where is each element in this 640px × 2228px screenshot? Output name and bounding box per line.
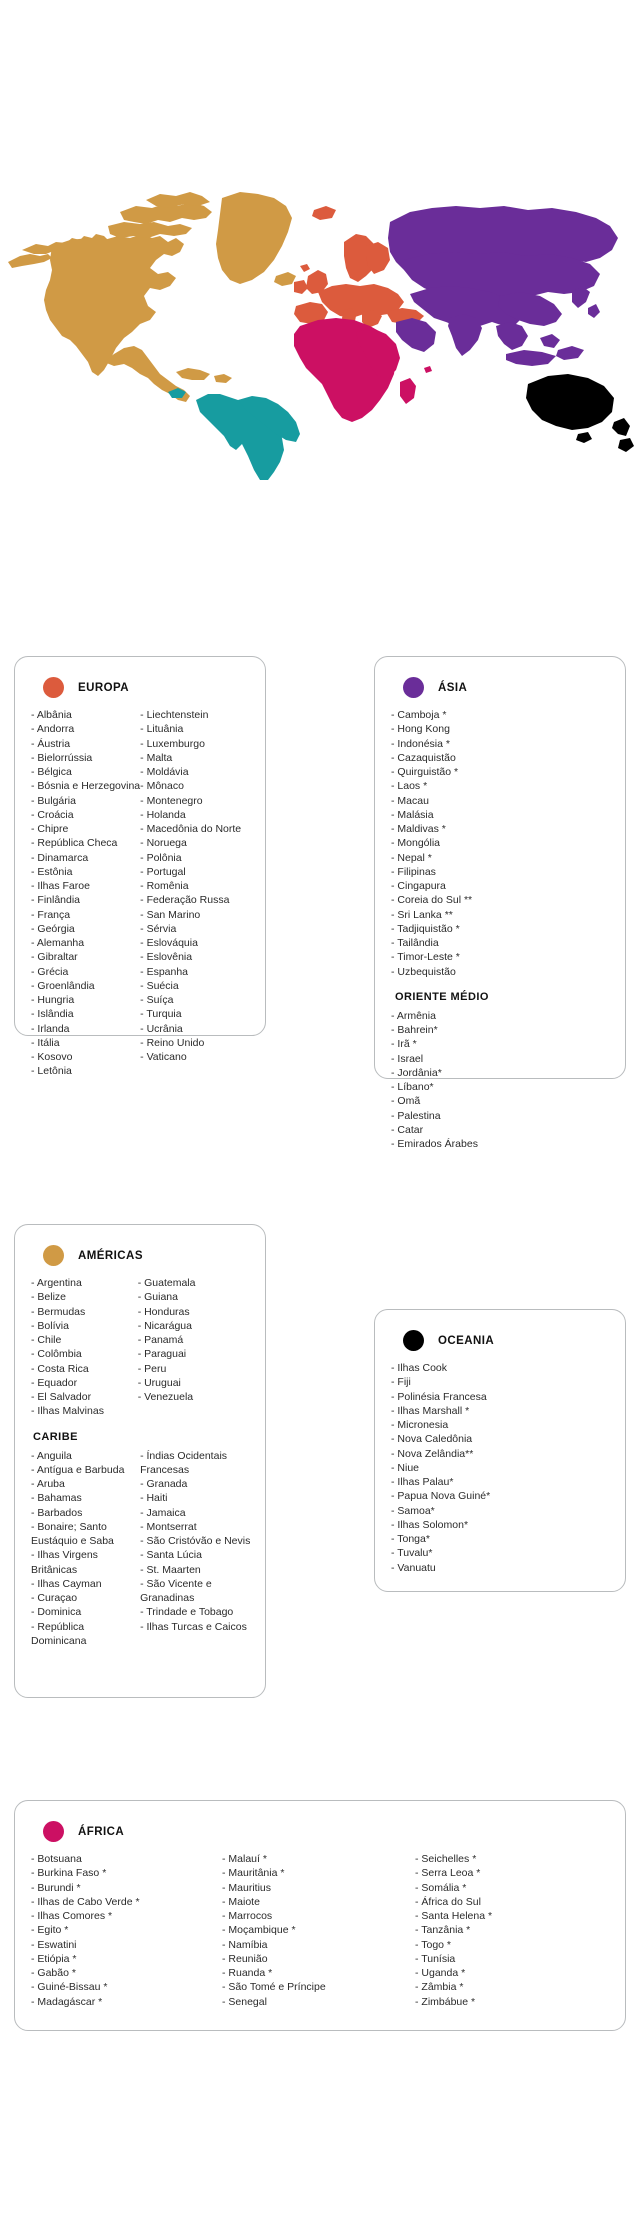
list-item: - República Checa [31,837,118,850]
panel-americas-header [43,1245,251,1266]
panel-oceania-header [403,1330,611,1351]
list-item: - Indonésia * [391,737,450,750]
panel-africa-title: ÁFRICA [78,1825,125,1838]
panel-africa-header [43,1821,611,1842]
list-item: - Mônaco [140,780,184,793]
list-item: - Barbados [31,1506,83,1519]
list-item: - Trindade e Tobago [140,1606,234,1619]
list-item: - Israel [391,1052,424,1065]
list-item: - Jordânia* [391,1066,442,1079]
list-item: - Montenegro [140,794,203,807]
list-item: - Finlândia [31,894,81,907]
oceania-column-1 [389,1361,604,1575]
list-item: - Polônia [140,851,182,864]
americas-column-2 [138,1276,251,1404]
list-item: - Catar [391,1123,424,1136]
panel-europa [14,656,266,1078]
panel-asia [374,656,626,1150]
list-item: - Mauritânia * [222,1867,285,1880]
list-item: - Vaticano [140,1051,187,1063]
list-item: - Cingapura [391,880,446,892]
list-item: - Ilhas Turcas e Caicos [140,1620,247,1633]
subsection-oriente-medio-title: ORIENTE MÉDIO [395,990,489,1003]
map-region-asia [388,206,618,366]
list-item: - Bolívia [31,1319,69,1332]
list-item: - Tuvalu* [391,1547,433,1560]
list-item: - Macau [391,794,429,807]
list-item: - Cazaquistão [391,751,456,764]
list-item: - Moçambique * [222,1924,296,1937]
oceania-color-dot [403,1330,424,1351]
list-item: - Nova Zelândia** [391,1447,474,1460]
list-item: - Santa Helena * [415,1910,493,1922]
panel-asia-title: ÁSIA [438,681,468,694]
list-item: - Palestina [391,1109,441,1122]
list-item: - Ilhas Comores * [31,1910,113,1922]
list-item: - Espanha [140,965,189,978]
list-item: - Uruguai [137,1376,181,1389]
panel-europa-columns [29,708,251,1079]
list-item: - Bósnia e Herzegovina [31,780,141,793]
list-item: - Malta [140,751,173,764]
list-item: - Alemanha [31,937,85,949]
europa-column-2 [140,708,251,1064]
africa-color-dot [43,1821,64,1842]
list-item: - San Marino [140,908,201,921]
list-item: - Gabão * [31,1967,76,1979]
africa-column-2 [222,1852,415,2009]
list-item: - Tanzânia * [415,1924,471,1937]
list-item: - São Tomé e Príncipe [222,1981,326,1994]
panel-oceania-columns [389,1361,611,1575]
list-item: - El Salvador [31,1391,92,1403]
list-item: - Marrocos [222,1910,273,1922]
list-item: - Ilhas Palau* [391,1476,454,1488]
list-item: - Dominica [31,1606,82,1619]
list-item: - Aruba [31,1478,65,1490]
list-item: - Hong Kong [391,723,450,736]
subsection-caribe-title: CARIBE [33,1430,78,1443]
list-item: - Peru [137,1362,167,1375]
list-item: - São Vicente e Granadinas [140,1577,212,1604]
list-item: - Holanda [140,808,186,821]
map-region-americas [8,192,296,402]
list-item: - Bermudas [31,1305,86,1318]
list-item: - Serra Leoa * [415,1867,481,1880]
list-item: - Santa Lúcia [140,1549,202,1562]
list-item: - Uganda * [415,1967,466,1979]
list-item: - Botsuana [31,1853,82,1865]
list-item: - Eslováquia [140,937,198,949]
list-item: - Laos * [391,780,428,793]
list-item: - Eslovênia [140,951,193,964]
list-item: - Bulgária [31,794,76,807]
list-item: - Chile [31,1334,62,1346]
list-item: - Mauritius [222,1881,272,1894]
list-item: - Timor-Leste * [391,951,460,964]
list-item: - Bonaire; Santo Eustáquio e Saba [31,1520,114,1547]
list-item: - África do Sul [415,1895,481,1908]
list-item: - Namíbia [222,1938,268,1951]
list-item: - Zimbábue * [415,1995,476,2008]
list-item: - Argentina [31,1277,82,1289]
list-item: - Kosovo [31,1051,73,1063]
panel-americas-title: AMÉRICAS [78,1249,143,1262]
world-map-svg [0,150,640,480]
list-item: - Sérvia [140,922,177,935]
list-item: - Hungria [31,994,75,1006]
europa-column-1 [29,708,140,1079]
list-item: - Eswatini [31,1938,77,1951]
list-item: - Itália [31,1036,60,1049]
list-item: - Costa Rica [31,1362,89,1375]
panel-europa-header [43,677,251,698]
list-item: - Armênia [391,1009,436,1022]
list-item: - Macedônia do Norte [140,823,242,835]
list-item: - Madagáscar * [31,1995,103,2008]
list-item: - Letônia [31,1065,72,1078]
list-item: - Panamá [137,1334,184,1346]
list-item: - Andorra [31,723,75,736]
list-item: - Ilhas Malvinas [31,1405,104,1418]
list-item: - Nicarágua [137,1319,192,1332]
panel-africa-columns [29,1852,611,2009]
list-item: - França [31,908,71,921]
panel-asia-columns [389,708,611,1151]
list-item: - Ilhas Marshall * [391,1404,470,1417]
list-item: - Venezuela [137,1391,194,1403]
list-item: - Granada [140,1478,188,1490]
list-item: - Lituânia [140,723,184,736]
list-item: - Suécia [140,979,179,992]
list-item: - Mongólia [391,837,441,850]
list-item: - Irã * [391,1038,417,1051]
list-item: - Equador [31,1376,78,1389]
list-item: - Guiné-Bissau * [31,1981,108,1994]
list-item: - Senegal [222,1995,267,2008]
list-item: - Jamaica [140,1506,186,1519]
list-item: - Polinésia Francesa [391,1390,487,1403]
asia-color-dot [403,677,424,698]
list-item: - Albânia [31,709,72,721]
africa-column-1 [29,1852,222,2009]
europa-color-dot [43,677,64,698]
list-item: - Turquia [140,1008,182,1021]
list-item: - Uzbequistão [391,965,456,978]
list-item: - Belize [31,1291,67,1304]
list-item: - Moldávia [140,766,189,778]
list-item: - Maiote [222,1895,260,1908]
list-item: - Ilhas Cook [391,1362,448,1374]
list-item: - Áustria [31,737,71,750]
list-item: - Niue [391,1461,420,1474]
list-item: - Burundi * [31,1881,81,1894]
list-item: - Bahrein* [391,1024,438,1036]
list-item: - Irlanda [31,1022,70,1035]
list-item: - Noruega [140,837,187,850]
list-item: - St. Maarten [140,1563,201,1576]
map-region-south-america [168,388,300,480]
list-item: - Ilhas de Cabo Verde * [31,1895,140,1908]
list-item: - Romênia [140,880,189,892]
list-item: - Ilhas Cayman [31,1577,102,1590]
list-item: - Coreia do Sul ** [391,894,473,907]
panel-americas [14,1224,266,1698]
americas-column-1 [29,1276,138,1419]
map-region-oceania [526,374,634,452]
list-item: - Nova Caledônia [391,1433,473,1446]
world-map [0,150,640,480]
list-item: - Bélgica [31,766,72,778]
list-item: - Burkina Faso * [31,1867,107,1880]
list-item: - Ilhas Faroe [31,880,90,892]
list-item: - Seichelles * [415,1853,477,1865]
panel-europa-title: EUROPA [78,681,130,694]
list-item: - República Dominicana [31,1620,87,1647]
list-item: - Liechtenstein [140,709,209,721]
list-item: - Quirguistão * [391,766,459,778]
list-item: - Malauí * [222,1853,267,1865]
list-item: - Nepal * [391,851,432,864]
list-item: - Montserrat [140,1520,197,1533]
list-item: - Dinamarca [31,851,89,864]
panel-oceania-title: OCEANIA [438,1334,495,1347]
list-item: - Luxemburgo [140,737,205,750]
list-item: - Micronesia [391,1419,449,1431]
list-item: - Filipinas [391,865,436,878]
list-item: - Tadjiquistão * [391,922,460,935]
list-item: - Estônia [31,865,73,878]
asia-column-1 [389,708,604,1151]
list-item: - Grécia [31,965,69,978]
list-item: - Haiti [140,1492,168,1505]
panel-caribe-columns [29,1449,251,1649]
list-item: - Geórgia [31,922,75,935]
caribe-column-2 [140,1449,251,1634]
panel-africa [14,1800,626,2031]
list-item: - Vanuatu [391,1561,436,1574]
list-item: - Líbano* [391,1081,434,1093]
panel-americas-columns [29,1276,251,1419]
caribe-column-1 [29,1449,140,1649]
list-item: - Tailândia [391,937,439,949]
list-item: - Togo * [415,1938,451,1951]
list-item: - Antígua e Barbuda [31,1463,125,1476]
list-item: - Ucrânia [140,1022,183,1035]
list-item: - Tonga* [391,1533,430,1545]
panel-asia-header [403,677,611,698]
americas-color-dot [43,1245,64,1266]
list-item: - Camboja * [391,709,447,721]
list-item: - Gibraltar [31,951,78,964]
list-item: - Guatemala [137,1277,196,1289]
list-item: - Groenlândia [31,979,95,992]
list-item: - Samoa* [391,1504,435,1517]
list-item: - Reunião [222,1952,268,1965]
list-item: - Maldivas * [391,823,446,835]
list-item: - Chipre [31,823,69,835]
list-item: - Somália * [415,1881,467,1894]
list-item: - Reino Unido [140,1036,205,1049]
list-item: - Bahamas [31,1492,82,1505]
list-item: - Ilhas Virgens Britânicas [31,1549,98,1576]
list-item: - Colômbia [31,1348,82,1361]
list-item: - Índias Ocidentais Francesas [140,1449,228,1476]
list-item: - São Cristóvão e Nevis [140,1535,251,1547]
list-item: - Federação Russa [140,894,230,907]
panel-oceania [374,1309,626,1592]
list-item: - Portugal [140,865,186,878]
list-item: - Fiji [391,1376,411,1389]
list-item: - Bielorrússia [31,751,93,764]
list-item: - Omã [391,1095,421,1108]
list-item: - Curaçao [31,1592,78,1604]
list-item: - Islândia [31,1008,74,1021]
list-item: - Egito * [31,1924,69,1937]
list-item: - Etiópia * [31,1952,77,1965]
list-item: - Malásia [391,808,434,821]
africa-column-3 [415,1852,605,2009]
list-item: - Ruanda * [222,1967,273,1979]
list-item: - Honduras [137,1305,190,1318]
list-item: - Guiana [137,1291,178,1304]
list-item: - Anguila [31,1449,72,1462]
list-item: - Zâmbia * [415,1981,464,1994]
list-item: - Tunísia [415,1952,456,1965]
list-item: - Papua Nova Guiné* [391,1490,491,1503]
list-item: - Sri Lanka ** [391,908,453,921]
list-item: - Suíça [140,994,174,1006]
list-item: - Croácia [31,808,74,821]
list-item: - Ilhas Solomon* [391,1518,469,1531]
list-item: - Paraguai [137,1348,187,1361]
list-item: - Emirados Árabes [391,1138,478,1150]
